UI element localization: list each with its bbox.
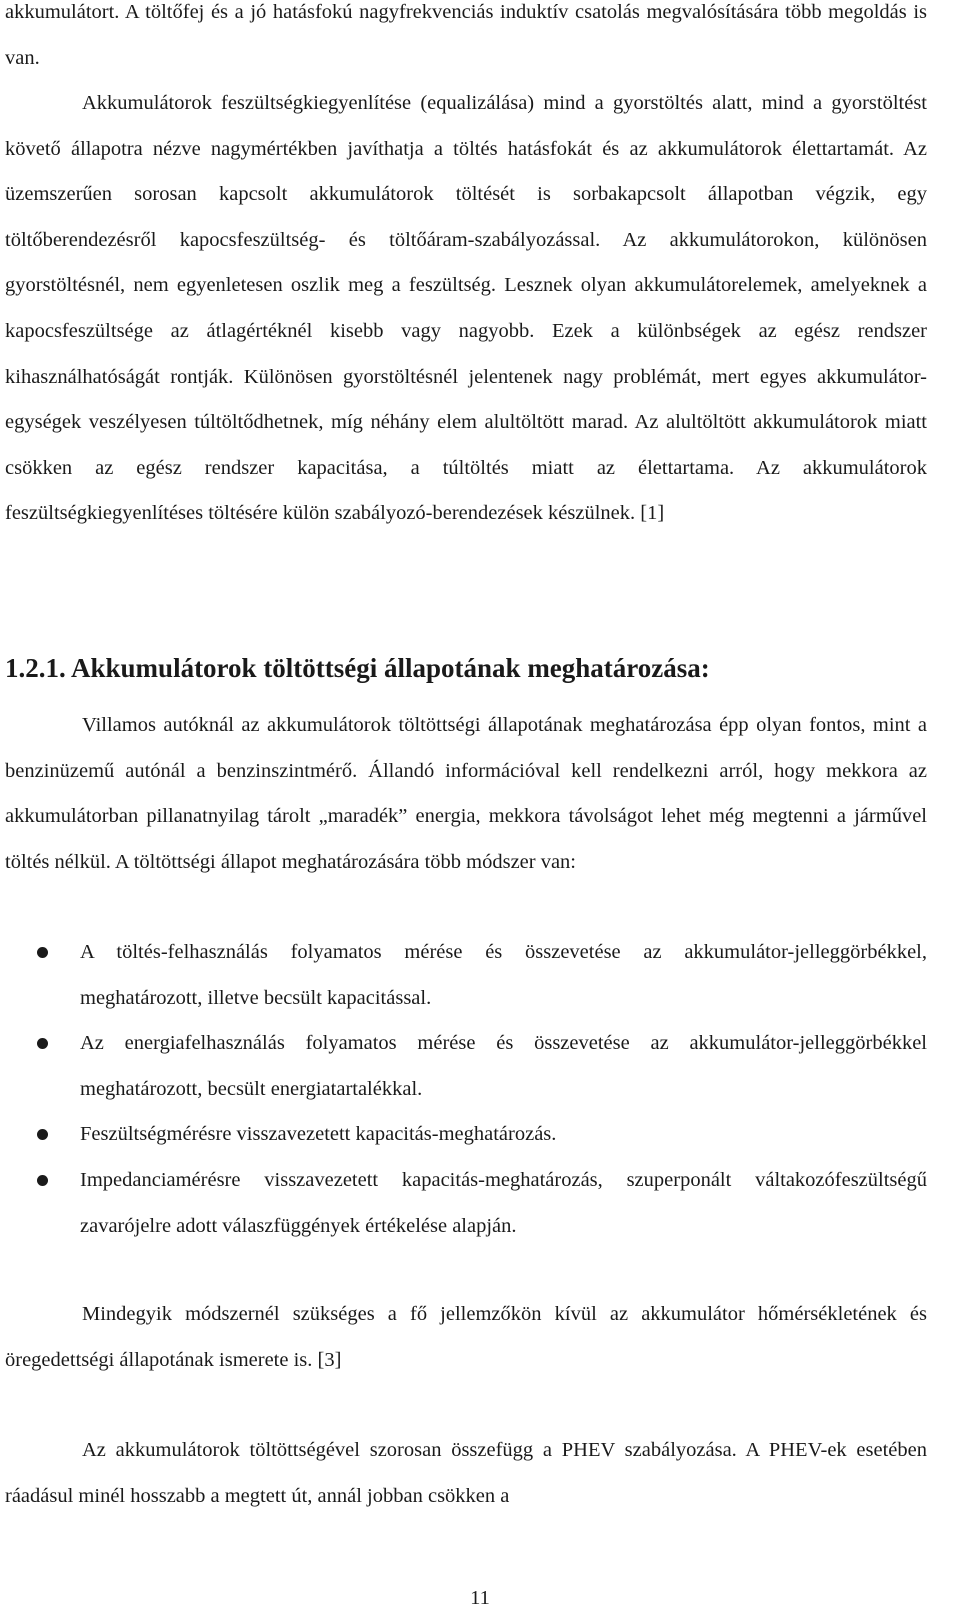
bullet-icon xyxy=(37,1175,48,1186)
bullet-icon xyxy=(37,947,48,958)
paragraph-equalization: Akkumulátorok feszültségkiegyenlítése (equalizálása) mind a gyorstöltés alatt, mind a gyorstöltést követő állapotra nézve nagymértékben javíthatja a töltés hatásfokát és az akkumulátorok élettartamát. Az üzemszerűen sorosan kapcsolt akkumulátorok töltését is sorbakapcsolt állapotban végzik, egy töltőberendezésről kapocsfeszültség- és töltőáram-szabályozással. Az akkumulátorokon, különösen gyorstöltésnél, nem egyenletesen oszlik meg a feszültség. Lesznek olyan akkumulátorelemek, amelyeknek a kapocsfeszültsége az átlagértéknél kisebb vagy nagyobb. Ezek a különbségek az egész rendszer kihasználhatóságát rontják. Különösen gyorstöltésnél jelentenek nagy problémát, mert egyes akkumulátor-egységek veszélyesen túltöltődhetnek, míg néhány elem alultöltött marad. Az alultöltött akkumulátorok miatt csökken az egész rendszer kapacitása, a túltöltés miatt az élettartama. Az akkumulátorok feszültségkiegyenlítéses töltésére külön szabályozó-berendezések készülnek. [1] xyxy=(5,92,927,525)
list-item-text: A töltés-felhasználás folyamatos mérése és összevetése az akkumulátor-jelleggörbékkel, meghatározott, illetve becsült kapacitással. xyxy=(80,941,927,1009)
method-list xyxy=(5,930,927,1249)
paragraph-phev: Az akkumulátorok töltöttségével szorosan összefügg a PHEV szabályozása. A PHEV-ek esetében ráadásul minél hosszabb a megtett út, annál jobban csökken a xyxy=(5,1439,927,1507)
list-item xyxy=(5,1158,927,1249)
section-heading: 1.2.1. Akkumulátorok töltöttségi állapotának meghatározása: xyxy=(5,653,710,683)
list-item-text: Az energiafelhasználás folyamatos mérése és összevetése az akkumulátor-jelleggörbékkel meghatározott, becsült energiatartalékkal. xyxy=(80,1032,927,1100)
list-item-text: Feszültségmérésre visszavezetett kapacitás-meghatározás. xyxy=(80,1123,557,1146)
page-number: 11 xyxy=(470,1587,490,1609)
paragraph-top: akkumulátort. A töltőfej és a jó hatásfokú nagyfrekvenciás induktív csatolás megvalósítására több megoldás is van. xyxy=(5,1,927,69)
paragraph-methods: Mindegyik módszernél szükséges a fő jellemzőkön kívül az akkumulátor hőmérsékletének és öregedettségi állapotának ismerete is. [3] xyxy=(5,1303,927,1371)
list-item xyxy=(5,1112,927,1158)
list-item xyxy=(5,1021,927,1112)
list-item xyxy=(5,930,927,1021)
bullet-icon xyxy=(37,1129,48,1140)
bullet-icon xyxy=(37,1038,48,1049)
paragraph-soc-intro: Villamos autóknál az akkumulátorok töltöttségi állapotának meghatározása épp olyan fontos, mint a benzinüzemű autónál a benzinszintmérő. Állandó információval kell rendelkezni arról, hogy mekkora az akkumulátorban pillanatnyilag tárolt „maradék” energia, mekkora távolságot lehet még megtenni a járművel töltés nélkül. A töltöttségi állapot meghatározására több módszer van: xyxy=(5,714,927,873)
list-item-text: Impedanciamérésre visszavezetett kapacitás-meghatározás, szuperponált váltakozófeszültségű zavarójelre adott válaszfüggények értékelése alapján. xyxy=(80,1168,927,1237)
